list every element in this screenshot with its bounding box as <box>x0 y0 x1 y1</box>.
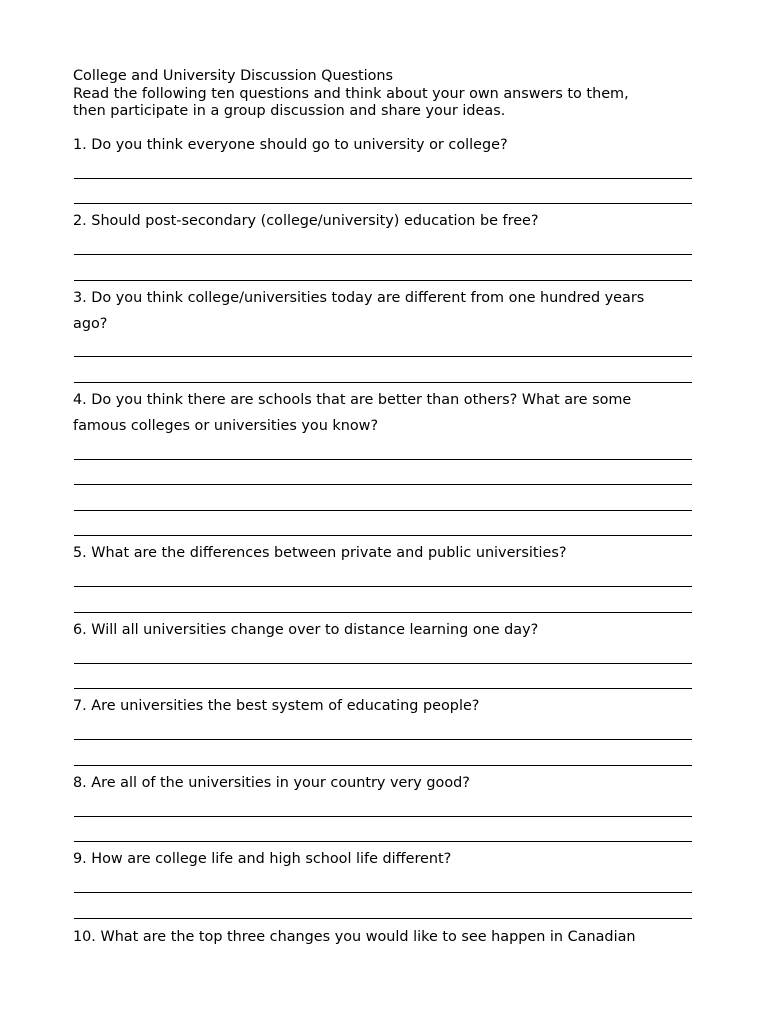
answer-line[interactable] <box>74 280 692 281</box>
question-10: 10. What are the top three changes you would like to see happen in Canadian <box>73 929 636 945</box>
question-3: 3. Do you think college/universities today are different from one hundred years <box>73 290 645 306</box>
question-3-continued: ago? <box>73 316 108 332</box>
answer-line[interactable] <box>74 586 692 587</box>
question-8: 8. Are all of the universities in your country very good? <box>73 775 470 791</box>
answer-line[interactable] <box>74 612 692 613</box>
answer-line[interactable] <box>74 356 692 357</box>
question-7: 7. Are universities the best system of educating people? <box>73 698 480 714</box>
answer-line[interactable] <box>74 739 692 740</box>
answer-line[interactable] <box>74 918 692 919</box>
answer-line[interactable] <box>74 841 692 842</box>
answer-line[interactable] <box>74 254 692 255</box>
worksheet-title: College and University Discussion Questions <box>73 68 394 84</box>
answer-line[interactable] <box>74 765 692 766</box>
answer-line[interactable] <box>74 892 692 893</box>
question-5: 5. What are the differences between private and public universities? <box>73 545 567 561</box>
answer-line[interactable] <box>74 535 692 536</box>
question-1: 1. Do you think everyone should go to university or college? <box>73 137 508 153</box>
question-4: 4. Do you think there are schools that are better than others? What are some <box>73 392 632 408</box>
question-6: 6. Will all universities change over to distance learning one day? <box>73 622 539 638</box>
question-4-continued: famous colleges or universities you know? <box>73 418 379 434</box>
answer-line[interactable] <box>74 459 692 460</box>
instructions-line-2: then participate in a group discussion and share your ideas. <box>73 103 506 119</box>
answer-line[interactable] <box>74 382 692 383</box>
question-2: 2. Should post-secondary (college/university) education be free? <box>73 213 539 229</box>
answer-line[interactable] <box>74 178 692 179</box>
answer-line[interactable] <box>74 510 692 511</box>
answer-line[interactable] <box>74 816 692 817</box>
answer-line[interactable] <box>74 663 692 664</box>
answer-line[interactable] <box>74 203 692 204</box>
instructions-line-1: Read the following ten questions and think about your own answers to them, <box>73 86 629 102</box>
answer-line[interactable] <box>74 484 692 485</box>
question-9: 9. How are college life and high school life different? <box>73 851 452 867</box>
answer-line[interactable] <box>74 688 692 689</box>
